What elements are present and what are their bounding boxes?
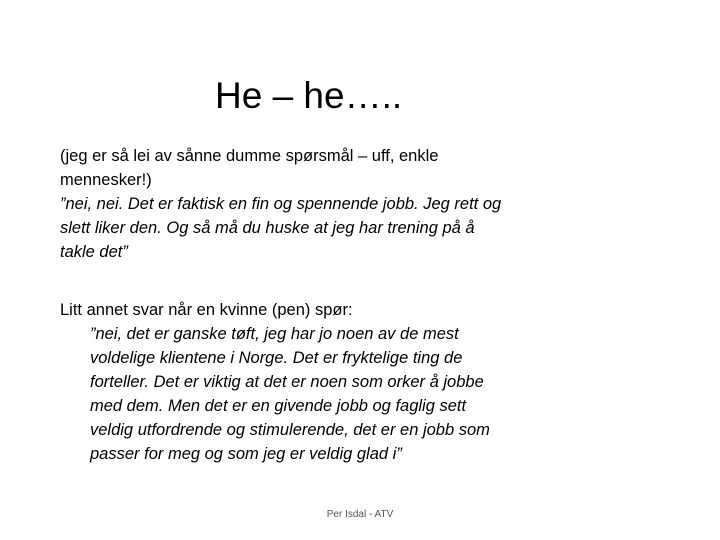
content-block-top (60, 144, 680, 264)
content-block-bottom (60, 298, 680, 466)
text-line: (jeg er så lei av sånne dumme spørsmål – uff, enkle (60, 147, 439, 165)
text-line: forteller. Det er viktig at det er noen som orker å jobbe (90, 373, 484, 391)
text-line: passer for meg og som jeg er veldig glad i” (90, 445, 402, 463)
text-line: slett liker den. Og så må du huske at jeg har trening på å (60, 219, 475, 237)
paragraph-answer-quote-2 (60, 322, 680, 466)
text-line: takle det” (60, 243, 128, 261)
paragraph-answer-quote (60, 192, 680, 264)
text-line: med dem. Men det er en givende jobb og faglig sett (90, 397, 467, 415)
paragraph-reaction (60, 144, 680, 192)
paragraph-intro (60, 298, 680, 322)
text-line: ”nei, det er ganske tøft, jeg har jo noen av de mest (90, 325, 459, 343)
slide-footer: Per Isdal - ATV (326, 509, 394, 520)
text-line: Litt annet svar når en kvinne (pen) spør: (60, 301, 353, 319)
text-line: mennesker!) (60, 171, 152, 189)
slide-title: He – he….. (215, 75, 403, 116)
text-line: veldig utfordrende og stimulerende, det er en jobb som (90, 421, 490, 439)
text-line: ”nei, nei. Det er faktisk en fin og spennende jobb. Jeg rett og (60, 195, 502, 213)
text-line: voldelige klientene i Norge. Det er fryktelige ting de (90, 349, 463, 367)
